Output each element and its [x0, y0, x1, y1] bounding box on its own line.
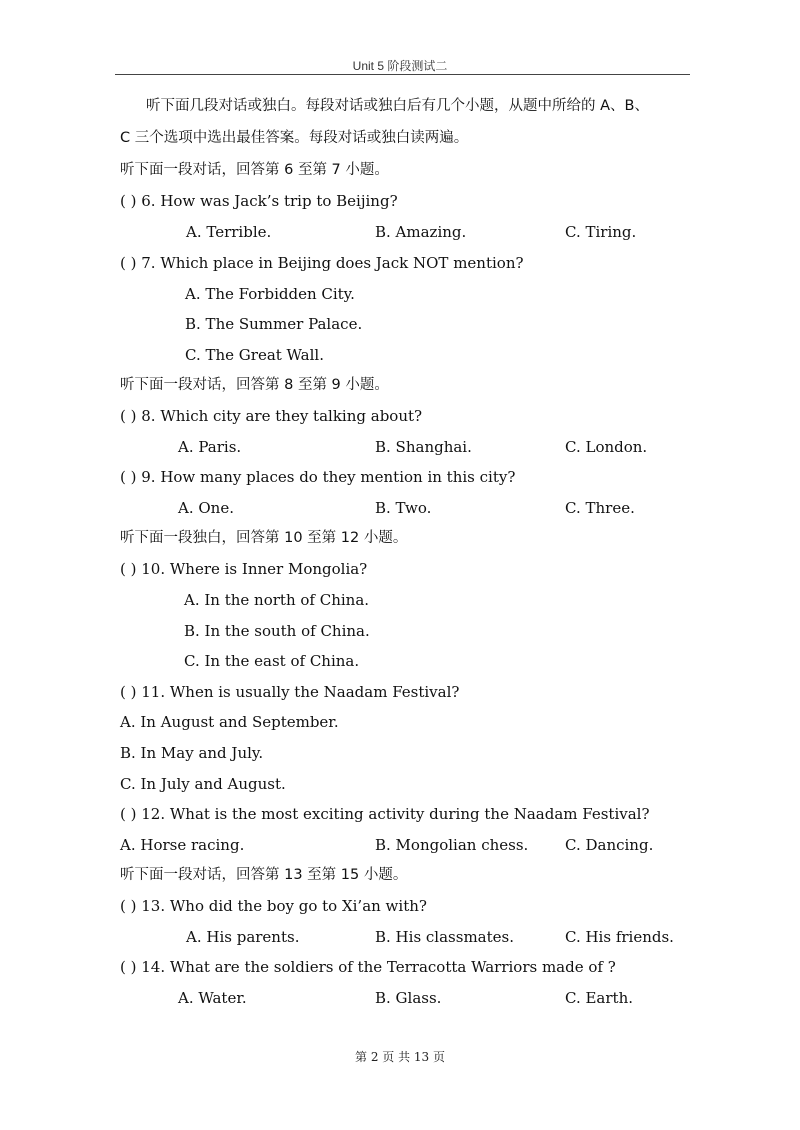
intro-line-1: 听下面几段对话或独白。每段对话或独白后有几个小题，从题中所给的 A、B、	[146, 98, 649, 114]
option-12a: A. Horse racing.	[120, 836, 245, 854]
option-7b: B. The Summer Palace.	[185, 315, 363, 333]
page-header: Unit 5 阶段测试二	[352, 59, 448, 73]
option-8a: A. Paris.	[178, 438, 242, 456]
option-14a: A. Water.	[178, 989, 247, 1007]
option-9c: C. Three.	[565, 499, 635, 517]
header-rule	[115, 74, 690, 75]
question-12: ( ) 12. What is the most exciting activity during the Naadam Festival?	[120, 805, 650, 823]
question-9: ( ) 9. How many places do they mention in this city?	[120, 468, 516, 486]
option-7a: A. The Forbidden City.	[185, 285, 355, 303]
option-7c: C. The Great Wall.	[185, 346, 324, 364]
section-instruction: 听下面一段对话，回答第 8 至第 9 小题。	[120, 377, 389, 393]
question-8: ( ) 8. Which city are they talking about?	[120, 407, 423, 425]
option-9b: B. Two.	[375, 499, 432, 517]
option-6c: C. Tiring.	[565, 223, 637, 241]
option-13b: B. His classmates.	[375, 928, 514, 946]
question-13: ( ) 13. Who did the boy go to Xi’an with?	[120, 897, 427, 915]
option-12b: B. Mongolian chess.	[375, 836, 529, 854]
option-8c: C. London.	[565, 438, 648, 456]
option-13a: A. His parents.	[186, 928, 300, 946]
option-10a: A. In the north of China.	[184, 591, 370, 609]
section-instruction: 听下面一段对话，回答第 13 至第 15 小题。	[120, 867, 408, 883]
question-14: ( ) 14. What are the soldiers of the Terracotta Warriors made of ?	[120, 958, 616, 976]
section-instruction: 听下面一段独白，回答第 10 至第 12 小题。	[120, 530, 408, 546]
option-10b: B. In the south of China.	[184, 622, 370, 640]
option-9a: A. One.	[178, 499, 234, 517]
option-11b: B. In May and July.	[120, 744, 264, 762]
question-11: ( ) 11. When is usually the Naadam Festival?	[120, 683, 460, 701]
page-footer: 第 2 页 共 13 页	[355, 1050, 445, 1064]
option-13c: C. His friends.	[565, 928, 674, 946]
intro-line-2: C 三个选项中选出最佳答案。每段对话或独白读两遍。	[120, 130, 469, 146]
question-7: ( ) 7. Which place in Beijing does Jack NOT mention?	[120, 254, 524, 272]
option-12c: C. Dancing.	[565, 836, 654, 854]
option-14c: C. Earth.	[565, 989, 633, 1007]
option-8b: B. Shanghai.	[375, 438, 472, 456]
question-6: ( ) 6. How was Jack’s trip to Beijing?	[120, 192, 398, 210]
option-11a: A. In August and September.	[120, 713, 339, 731]
option-6b: B. Amazing.	[375, 223, 467, 241]
option-11c: C. In July and August.	[120, 775, 286, 793]
option-6a: A. Terrible.	[186, 223, 272, 241]
section-instruction: 听下面一段对话，回答第 6 至第 7 小题。	[120, 162, 389, 178]
option-14b: B. Glass.	[375, 989, 442, 1007]
option-10c: C. In the east of China.	[184, 652, 360, 670]
question-10: ( ) 10. Where is Inner Mongolia?	[120, 560, 368, 578]
